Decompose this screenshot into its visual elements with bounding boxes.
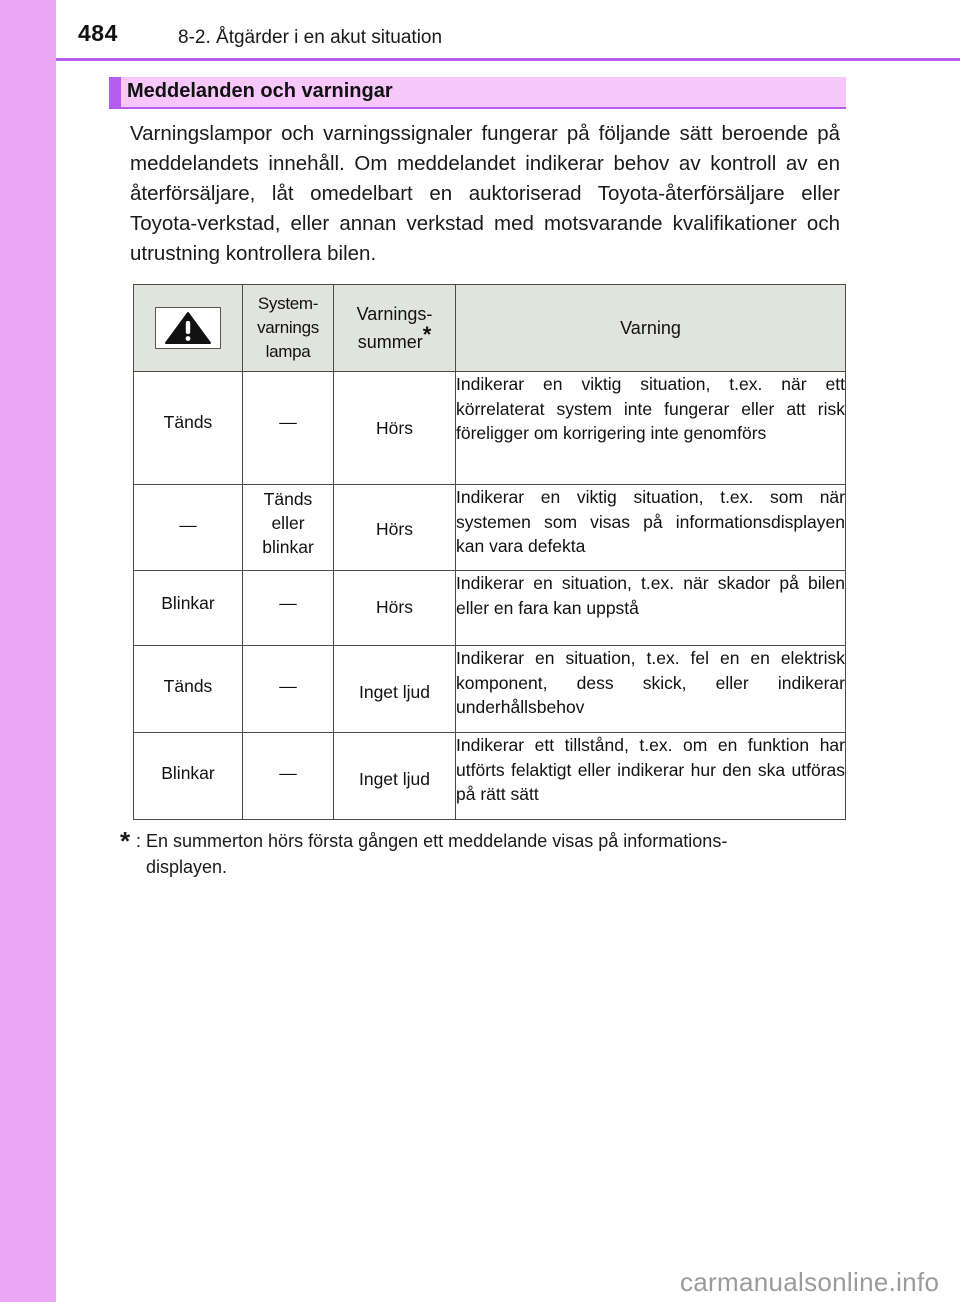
cell-master: Blinkar bbox=[134, 571, 243, 646]
table-header-row bbox=[134, 285, 846, 372]
table-row bbox=[134, 733, 846, 820]
header-system-lamp-line2: varnings bbox=[257, 318, 319, 337]
cell-warning: Indikerar en viktig situation, t.ex. som när systemen som visas på informationsdisplayen kan vara defekta bbox=[456, 485, 846, 571]
watermark: carmanualsonline.info bbox=[680, 1267, 940, 1297]
header-master-warning bbox=[134, 285, 243, 372]
warning-triangle-icon bbox=[155, 307, 221, 349]
footnote bbox=[120, 826, 840, 880]
table-row bbox=[134, 646, 846, 733]
table-row bbox=[134, 571, 846, 646]
table-row bbox=[134, 485, 846, 571]
cell-warning: Indikerar en viktig situation, t.ex. när ett körrelaterat system inte fungerar eller att risk föreligger om korrigering inte genomförs bbox=[456, 372, 846, 485]
header-buzzer-line2: summer bbox=[357, 332, 423, 352]
header-buzzer bbox=[334, 285, 456, 372]
table-row bbox=[134, 372, 846, 485]
cell-system: Tänds eller blinkar bbox=[243, 485, 334, 571]
cell-warning: Indikerar ett tillstånd, t.ex. om en funktion har utförts felaktigt eller indikerar hur den ska utföras på rätt sätt bbox=[456, 733, 846, 820]
chapter-side-tab bbox=[0, 0, 56, 1302]
cell-master: Tänds bbox=[134, 372, 243, 485]
header-buzzer-line1: Varnings- bbox=[356, 304, 433, 324]
cell-system: — bbox=[243, 372, 334, 485]
intro-paragraph: Varningslampor och varningssignaler fungerar på följande sätt beroende på meddelandets innehåll. Om meddelandet indikerar behov av kontroll av en återförsäljare, låt omedelbart en auktoriserad Toyota-återförsäljare eller Toyota-verkstad, eller annan verkstad med motsvarande kvalifikationer och utrustning kontrollera bilen. bbox=[130, 122, 840, 265]
cell-warning: Indikerar en situation, t.ex. när skador på bilen eller en fara kan uppstå bbox=[456, 571, 846, 646]
cell-system: — bbox=[243, 733, 334, 820]
footnote-asterisk: * bbox=[120, 826, 131, 856]
heading-title: Meddelanden och varningar bbox=[127, 80, 393, 102]
cell-buzzer: Hörs bbox=[334, 485, 456, 571]
header-system-lamp-line3: lampa bbox=[265, 342, 311, 361]
footnote-line2: displayen. bbox=[146, 857, 228, 877]
heading-accent bbox=[109, 77, 121, 107]
section-title: 8-2. Åtgärder i en akut situation bbox=[178, 27, 443, 48]
warning-table bbox=[133, 284, 846, 820]
header-divider bbox=[56, 58, 960, 61]
section-heading bbox=[109, 77, 846, 109]
cell-master: — bbox=[134, 485, 243, 571]
cell-system: — bbox=[243, 571, 334, 646]
page-number: 484 bbox=[78, 20, 118, 46]
cell-system: — bbox=[243, 646, 334, 733]
cell-buzzer: Hörs bbox=[334, 571, 456, 646]
header-system-lamp-line1: System- bbox=[257, 294, 319, 313]
cell-buzzer: Inget ljud bbox=[334, 646, 456, 733]
header-system-lamp bbox=[243, 285, 334, 372]
footnote-line1: : En summerton hörs första gången ett meddelande visas på informations- bbox=[136, 831, 728, 851]
cell-buzzer: Hörs bbox=[334, 372, 456, 485]
footnote-asterisk: * bbox=[422, 322, 432, 347]
cell-master: Tänds bbox=[134, 646, 243, 733]
cell-buzzer: Inget ljud bbox=[334, 733, 456, 820]
header-warning: Varning bbox=[456, 285, 846, 372]
cell-warning: Indikerar en situation, t.ex. fel en en elektrisk komponent, dess skick, eller indikerar underhållsbehov bbox=[456, 646, 846, 733]
cell-master: Blinkar bbox=[134, 733, 243, 820]
